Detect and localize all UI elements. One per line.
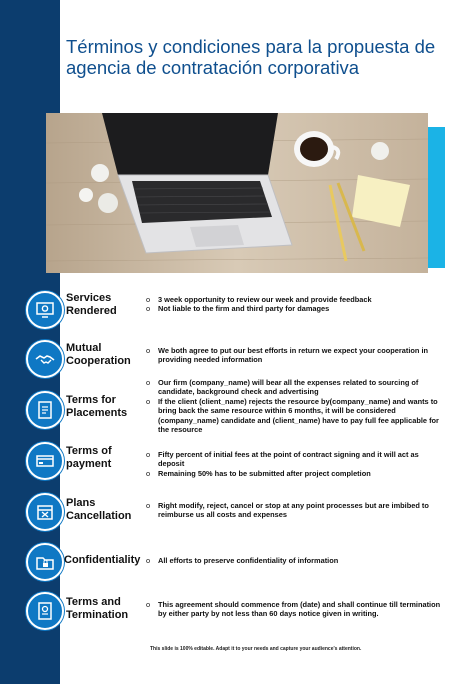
calendar-cancel-icon: [26, 493, 64, 531]
bullet-list: [146, 378, 446, 434]
bullet-item: o Our firm (company_name) will bear all the expenses related to sourcing of candidate, background check and advertising: [146, 378, 446, 397]
bullet-item: o Fifty percent of initial fees at the point of contract signing and it will act as deposit: [146, 450, 446, 469]
bullet-list: [146, 346, 446, 365]
document-icon: [26, 391, 64, 429]
section-label: Terms and Termination: [66, 596, 129, 621]
page-title: Términos y condiciones para la propuesta de agencia de contratación corporativa: [66, 36, 436, 78]
accent-bar: [428, 127, 445, 268]
section-label: Mutual Cooperation: [66, 342, 131, 367]
bullet-list: [146, 501, 446, 520]
bullet-list: [146, 295, 446, 314]
bullet-item: o This agreement should commence from (date) and shall continue till termination by either party by not less than 60 days notice given in writing.: [146, 600, 446, 619]
section-label: Services Rendered: [66, 292, 117, 317]
contract-icon: [26, 592, 64, 630]
desk-laptop-illustration: [46, 113, 428, 273]
bullet-list: [146, 556, 446, 565]
handshake-icon: [26, 340, 64, 378]
bullet-item: o Not liable to the firm and third party for damages: [146, 304, 446, 313]
footer-note: This slide is 100% editable. Adapt it to your needs and capture your audience's attention.: [150, 646, 362, 652]
bullet-item: o Remaining 50% has to be submitted after project completion: [146, 469, 446, 478]
payment-icon: [26, 442, 64, 480]
section-label: Plans Cancellation: [66, 497, 132, 522]
bullet-item: o Right modify, reject, cancel or stop at any point processes but are imbibed to reimburse us all costs and expenses: [146, 501, 446, 520]
bullet-list: [146, 600, 446, 619]
bullet-item: o 3 week opportunity to review our week and provide feedback: [146, 295, 446, 304]
gear-screen-icon: [26, 291, 64, 329]
section-label: Terms for Placements: [66, 394, 128, 419]
bullet-item: o We both agree to put our best efforts in return we expect your cooperation in providing needed information: [146, 346, 446, 365]
bullet-list: [146, 450, 446, 478]
hero-photo: [46, 113, 428, 273]
bullet-item: o If the client (client_name) rejects the resource by(company_name) and wants to bring back the same resource within 6 months, it will be considered (company_name) candidate and (client_name) have to pay full fee applicable for the resource: [146, 397, 446, 435]
bullet-item: o All efforts to preserve confidentiality of information: [146, 556, 446, 565]
folder-lock-icon: [26, 543, 64, 581]
section-label: Confidentiality: [64, 554, 141, 566]
section-label: Terms of payment: [66, 445, 112, 470]
